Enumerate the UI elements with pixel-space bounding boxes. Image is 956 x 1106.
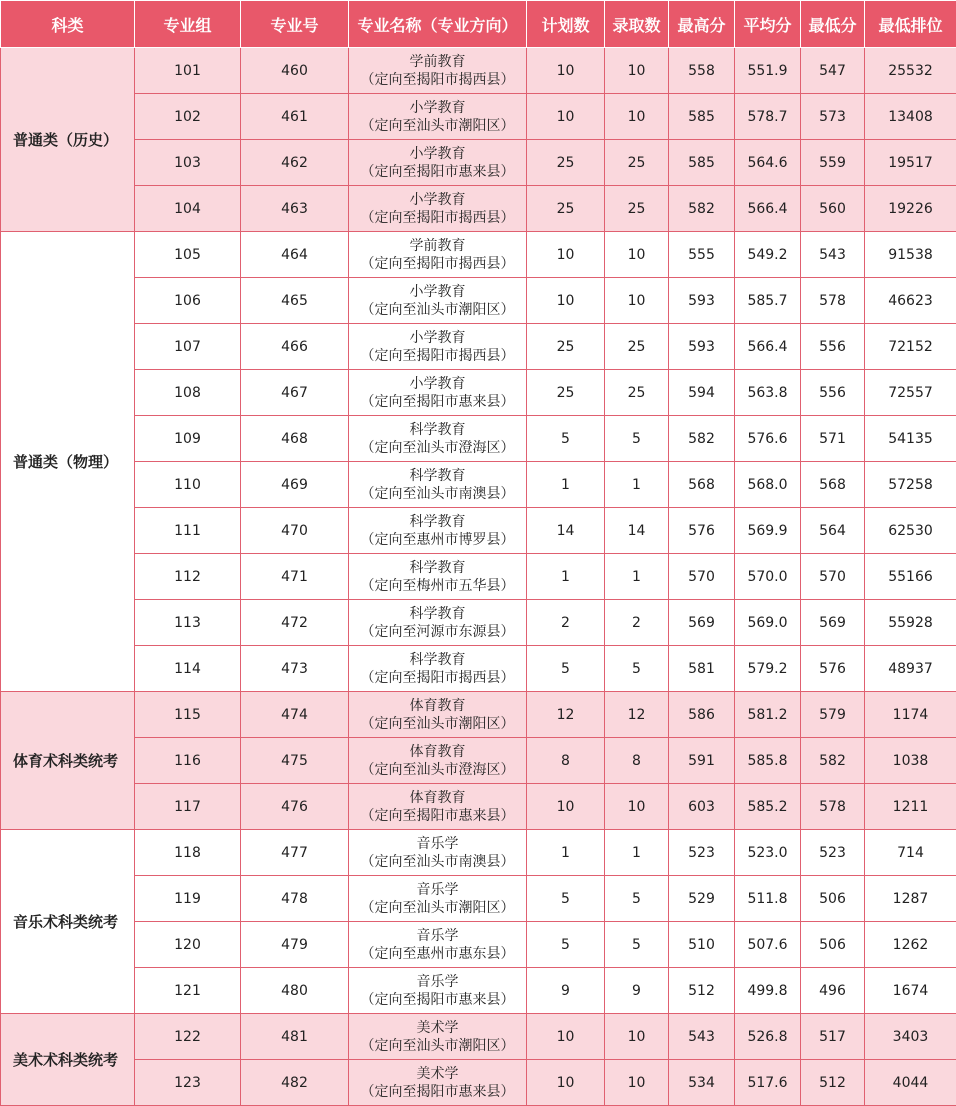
max-score: 558: [669, 48, 735, 94]
min-score: 573: [801, 94, 865, 140]
group-number: 110: [135, 462, 241, 508]
min-rank: 13408: [865, 94, 956, 140]
avg-score: 551.9: [735, 48, 801, 94]
major-direction: （定向至惠州市惠东县）: [349, 945, 526, 963]
admitted-count: 25: [605, 370, 669, 416]
major-direction: （定向至河源市东源县）: [349, 623, 526, 641]
admitted-count: 10: [605, 1014, 669, 1060]
major-name: 小学教育: [349, 375, 526, 393]
avg-score: 523.0: [735, 830, 801, 876]
major-name: 音乐学: [349, 881, 526, 899]
avg-score: 564.6: [735, 140, 801, 186]
max-score: 523: [669, 830, 735, 876]
admitted-count: 25: [605, 140, 669, 186]
group-number: 101: [135, 48, 241, 94]
table-row: [1, 646, 956, 692]
major-direction: （定向至汕头市潮阳区）: [349, 899, 526, 917]
min-rank: 19226: [865, 186, 956, 232]
major-name-cell: [349, 370, 527, 416]
max-score: 529: [669, 876, 735, 922]
major-number: 463: [241, 186, 349, 232]
max-score: 585: [669, 140, 735, 186]
header-major-no: 专业号: [241, 1, 349, 48]
max-score: 569: [669, 600, 735, 646]
major-name-cell: [349, 830, 527, 876]
min-score: 512: [801, 1060, 865, 1106]
major-direction: （定向至揭阳市揭西县）: [349, 71, 526, 89]
major-name: 小学教育: [349, 329, 526, 347]
major-name-cell: [349, 48, 527, 94]
admitted-count: 25: [605, 186, 669, 232]
table-row: [1, 278, 956, 324]
admitted-count: 5: [605, 922, 669, 968]
major-number: 475: [241, 738, 349, 784]
major-name-cell: [349, 462, 527, 508]
min-score: 571: [801, 416, 865, 462]
major-direction: （定向至揭阳市惠来县）: [349, 991, 526, 1009]
major-name: 小学教育: [349, 283, 526, 301]
plan-count: 14: [527, 508, 605, 554]
major-name-cell: [349, 232, 527, 278]
table-row: [1, 140, 956, 186]
table-row: [1, 876, 956, 922]
avg-score: 549.2: [735, 232, 801, 278]
plan-count: 10: [527, 784, 605, 830]
group-number: 102: [135, 94, 241, 140]
major-direction: （定向至汕头市潮阳区）: [349, 301, 526, 319]
avg-score: 568.0: [735, 462, 801, 508]
major-name-cell: [349, 922, 527, 968]
group-number: 120: [135, 922, 241, 968]
min-rank: 46623: [865, 278, 956, 324]
table-row: [1, 462, 956, 508]
min-rank: 1211: [865, 784, 956, 830]
major-direction: （定向至汕头市潮阳区）: [349, 117, 526, 135]
plan-count: 8: [527, 738, 605, 784]
admitted-count: 10: [605, 232, 669, 278]
major-name: 音乐学: [349, 927, 526, 945]
major-number: 481: [241, 1014, 349, 1060]
avg-score: 566.4: [735, 324, 801, 370]
avg-score: 585.8: [735, 738, 801, 784]
max-score: 534: [669, 1060, 735, 1106]
plan-count: 10: [527, 1014, 605, 1060]
admitted-count: 25: [605, 324, 669, 370]
major-name: 学前教育: [349, 53, 526, 71]
admitted-count: 9: [605, 968, 669, 1014]
major-name: 小学教育: [349, 191, 526, 209]
major-direction: （定向至汕头市澄海区）: [349, 439, 526, 457]
min-rank: 1174: [865, 692, 956, 738]
max-score: 603: [669, 784, 735, 830]
header-category: 科类: [1, 1, 135, 48]
major-direction: （定向至揭阳市揭西县）: [349, 347, 526, 365]
plan-count: 5: [527, 416, 605, 462]
table-row: [1, 186, 956, 232]
min-score: 579: [801, 692, 865, 738]
table-row: [1, 692, 956, 738]
group-number: 103: [135, 140, 241, 186]
major-name: 体育教育: [349, 697, 526, 715]
major-number: 467: [241, 370, 349, 416]
min-rank: 714: [865, 830, 956, 876]
major-name-cell: [349, 968, 527, 1014]
major-name-cell: [349, 186, 527, 232]
header-major-name: 专业名称（专业方向）: [349, 1, 527, 48]
admitted-count: 5: [605, 416, 669, 462]
min-score: 559: [801, 140, 865, 186]
table-row: [1, 784, 956, 830]
major-name: 科学教育: [349, 513, 526, 531]
major-number: 464: [241, 232, 349, 278]
min-score: 556: [801, 324, 865, 370]
group-number: 105: [135, 232, 241, 278]
group-number: 119: [135, 876, 241, 922]
max-score: 576: [669, 508, 735, 554]
group-number: 109: [135, 416, 241, 462]
plan-count: 5: [527, 646, 605, 692]
major-name: 科学教育: [349, 467, 526, 485]
plan-count: 1: [527, 830, 605, 876]
group-number: 107: [135, 324, 241, 370]
major-direction: （定向至汕头市潮阳区）: [349, 1037, 526, 1055]
min-rank: 54135: [865, 416, 956, 462]
major-number: 474: [241, 692, 349, 738]
min-rank: 1287: [865, 876, 956, 922]
min-score: 523: [801, 830, 865, 876]
group-number: 122: [135, 1014, 241, 1060]
major-direction: （定向至揭阳市揭西县）: [349, 255, 526, 273]
category-cell: 音乐术科类统考: [1, 830, 135, 1014]
min-score: 560: [801, 186, 865, 232]
major-name: 小学教育: [349, 145, 526, 163]
major-name: 音乐学: [349, 973, 526, 991]
group-number: 108: [135, 370, 241, 416]
max-score: 585: [669, 94, 735, 140]
table-row: [1, 600, 956, 646]
major-name: 科学教育: [349, 651, 526, 669]
major-number: 469: [241, 462, 349, 508]
avg-score: 526.8: [735, 1014, 801, 1060]
min-rank: 1262: [865, 922, 956, 968]
table-row: [1, 968, 956, 1014]
admitted-count: 10: [605, 1060, 669, 1106]
major-name: 音乐学: [349, 835, 526, 853]
major-name-cell: [349, 1014, 527, 1060]
max-score: 570: [669, 554, 735, 600]
min-score: 582: [801, 738, 865, 784]
major-name: 科学教育: [349, 559, 526, 577]
admitted-count: 10: [605, 278, 669, 324]
avg-score: 585.7: [735, 278, 801, 324]
min-score: 578: [801, 784, 865, 830]
major-number: 478: [241, 876, 349, 922]
group-number: 113: [135, 600, 241, 646]
min-rank: 1674: [865, 968, 956, 1014]
major-direction: （定向至汕头市澄海区）: [349, 761, 526, 779]
max-score: 594: [669, 370, 735, 416]
major-name: 体育教育: [349, 789, 526, 807]
min-rank: 57258: [865, 462, 956, 508]
plan-count: 9: [527, 968, 605, 1014]
major-direction: （定向至梅州市五华县）: [349, 577, 526, 595]
plan-count: 10: [527, 48, 605, 94]
major-name: 科学教育: [349, 605, 526, 623]
min-score: 570: [801, 554, 865, 600]
major-name-cell: [349, 278, 527, 324]
avg-score: 585.2: [735, 784, 801, 830]
min-rank: 4044: [865, 1060, 956, 1106]
table-row: [1, 922, 956, 968]
max-score: 582: [669, 186, 735, 232]
group-number: 117: [135, 784, 241, 830]
group-number: 115: [135, 692, 241, 738]
admitted-count: 14: [605, 508, 669, 554]
max-score: 581: [669, 646, 735, 692]
admitted-count: 1: [605, 554, 669, 600]
major-name-cell: [349, 600, 527, 646]
major-name: 美术学: [349, 1065, 526, 1083]
major-number: 461: [241, 94, 349, 140]
header-min-score: 最低分: [801, 1, 865, 48]
plan-count: 10: [527, 94, 605, 140]
admitted-count: 10: [605, 48, 669, 94]
major-name-cell: [349, 416, 527, 462]
max-score: 593: [669, 278, 735, 324]
max-score: 593: [669, 324, 735, 370]
major-name: 学前教育: [349, 237, 526, 255]
group-number: 118: [135, 830, 241, 876]
table-row: [1, 554, 956, 600]
min-score: 496: [801, 968, 865, 1014]
major-number: 482: [241, 1060, 349, 1106]
major-name-cell: [349, 692, 527, 738]
admitted-count: 5: [605, 876, 669, 922]
table-row: [1, 1014, 956, 1060]
group-number: 112: [135, 554, 241, 600]
table-header-row: [1, 1, 956, 48]
admitted-count: 8: [605, 738, 669, 784]
group-number: 121: [135, 968, 241, 1014]
plan-count: 12: [527, 692, 605, 738]
major-number: 472: [241, 600, 349, 646]
major-name-cell: [349, 784, 527, 830]
major-direction: （定向至汕头市潮阳区）: [349, 715, 526, 733]
min-rank: 19517: [865, 140, 956, 186]
major-name-cell: [349, 876, 527, 922]
category-cell: 美术术科类统考: [1, 1014, 135, 1106]
max-score: 582: [669, 416, 735, 462]
category-cell: 普通类（物理）: [1, 232, 135, 692]
max-score: 543: [669, 1014, 735, 1060]
plan-count: 25: [527, 324, 605, 370]
max-score: 555: [669, 232, 735, 278]
min-rank: 25532: [865, 48, 956, 94]
group-number: 104: [135, 186, 241, 232]
major-number: 477: [241, 830, 349, 876]
plan-count: 25: [527, 370, 605, 416]
table-row: [1, 416, 956, 462]
max-score: 568: [669, 462, 735, 508]
plan-count: 25: [527, 140, 605, 186]
major-number: 466: [241, 324, 349, 370]
avg-score: 517.6: [735, 1060, 801, 1106]
major-name-cell: [349, 738, 527, 784]
max-score: 510: [669, 922, 735, 968]
group-number: 111: [135, 508, 241, 554]
min-score: 569: [801, 600, 865, 646]
major-name: 科学教育: [349, 421, 526, 439]
plan-count: 25: [527, 186, 605, 232]
min-rank: 3403: [865, 1014, 956, 1060]
header-plan: 计划数: [527, 1, 605, 48]
major-direction: （定向至汕头市南澳县）: [349, 853, 526, 871]
table-row: [1, 370, 956, 416]
admitted-count: 1: [605, 462, 669, 508]
major-name-cell: [349, 1060, 527, 1106]
table-row: [1, 94, 956, 140]
category-cell: 体育术科类统考: [1, 692, 135, 830]
min-score: 576: [801, 646, 865, 692]
min-rank: 1038: [865, 738, 956, 784]
plan-count: 10: [527, 232, 605, 278]
plan-count: 5: [527, 922, 605, 968]
table-row: [1, 830, 956, 876]
plan-count: 1: [527, 554, 605, 600]
table-row: [1, 1060, 956, 1106]
avg-score: 563.8: [735, 370, 801, 416]
min-rank: 48937: [865, 646, 956, 692]
major-name-cell: [349, 140, 527, 186]
header-admitted: 录取数: [605, 1, 669, 48]
major-direction: （定向至揭阳市惠来县）: [349, 807, 526, 825]
admitted-count: 2: [605, 600, 669, 646]
avg-score: 507.6: [735, 922, 801, 968]
major-direction: （定向至汕头市南澳县）: [349, 485, 526, 503]
min-rank: 72152: [865, 324, 956, 370]
header-max-score: 最高分: [669, 1, 735, 48]
table-row: [1, 48, 956, 94]
max-score: 591: [669, 738, 735, 784]
min-rank: 62530: [865, 508, 956, 554]
max-score: 512: [669, 968, 735, 1014]
major-number: 473: [241, 646, 349, 692]
major-number: 460: [241, 48, 349, 94]
min-rank: 55928: [865, 600, 956, 646]
major-direction: （定向至揭阳市揭西县）: [349, 209, 526, 227]
group-number: 123: [135, 1060, 241, 1106]
avg-score: 511.8: [735, 876, 801, 922]
avg-score: 499.8: [735, 968, 801, 1014]
major-number: 465: [241, 278, 349, 324]
min-score: 517: [801, 1014, 865, 1060]
min-score: 543: [801, 232, 865, 278]
min-score: 564: [801, 508, 865, 554]
major-direction: （定向至揭阳市惠来县）: [349, 163, 526, 181]
avg-score: 581.2: [735, 692, 801, 738]
major-number: 471: [241, 554, 349, 600]
major-name: 美术学: [349, 1019, 526, 1037]
major-name: 体育教育: [349, 743, 526, 761]
major-direction: （定向至揭阳市惠来县）: [349, 1083, 526, 1101]
category-cell: 普通类（历史）: [1, 48, 135, 232]
avg-score: 569.0: [735, 600, 801, 646]
min-score: 568: [801, 462, 865, 508]
major-direction: （定向至揭阳市惠来县）: [349, 393, 526, 411]
min-score: 578: [801, 278, 865, 324]
avg-score: 569.9: [735, 508, 801, 554]
table-row: [1, 232, 956, 278]
admitted-count: 1: [605, 830, 669, 876]
major-number: 468: [241, 416, 349, 462]
major-name-cell: [349, 646, 527, 692]
header-group: 专业组: [135, 1, 241, 48]
max-score: 586: [669, 692, 735, 738]
min-score: 556: [801, 370, 865, 416]
group-number: 114: [135, 646, 241, 692]
table-body: [1, 48, 956, 1106]
admitted-count: 12: [605, 692, 669, 738]
plan-count: 5: [527, 876, 605, 922]
min-rank: 72557: [865, 370, 956, 416]
min-score: 506: [801, 876, 865, 922]
avg-score: 566.4: [735, 186, 801, 232]
major-direction: （定向至惠州市博罗县）: [349, 531, 526, 549]
avg-score: 570.0: [735, 554, 801, 600]
admitted-count: 10: [605, 94, 669, 140]
major-number: 470: [241, 508, 349, 554]
table-row: [1, 738, 956, 784]
min-rank: 55166: [865, 554, 956, 600]
major-name-cell: [349, 508, 527, 554]
min-score: 547: [801, 48, 865, 94]
plan-count: 10: [527, 278, 605, 324]
admitted-count: 5: [605, 646, 669, 692]
group-number: 116: [135, 738, 241, 784]
avg-score: 579.2: [735, 646, 801, 692]
major-name-cell: [349, 554, 527, 600]
table-row: [1, 508, 956, 554]
major-name-cell: [349, 94, 527, 140]
header-avg-score: 平均分: [735, 1, 801, 48]
plan-count: 1: [527, 462, 605, 508]
table-row: [1, 324, 956, 370]
min-score: 506: [801, 922, 865, 968]
admitted-count: 10: [605, 784, 669, 830]
major-number: 462: [241, 140, 349, 186]
plan-count: 10: [527, 1060, 605, 1106]
major-number: 479: [241, 922, 349, 968]
major-number: 480: [241, 968, 349, 1014]
plan-count: 2: [527, 600, 605, 646]
min-rank: 91538: [865, 232, 956, 278]
header-min-rank: 最低排位: [865, 1, 956, 48]
major-number: 476: [241, 784, 349, 830]
major-direction: （定向至揭阳市揭西县）: [349, 669, 526, 687]
major-name: 小学教育: [349, 99, 526, 117]
avg-score: 578.7: [735, 94, 801, 140]
group-number: 106: [135, 278, 241, 324]
major-name-cell: [349, 324, 527, 370]
avg-score: 576.6: [735, 416, 801, 462]
